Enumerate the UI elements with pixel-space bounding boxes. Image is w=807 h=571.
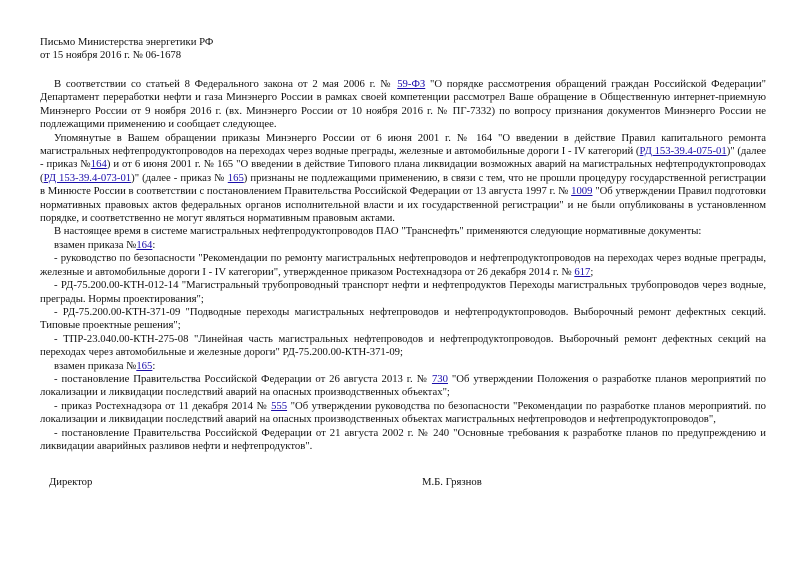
text-fragment: ) и от 6 июня 2001 г. № 165 "О введении в действие Типового плана ликвидации возможных аварий на магистральных нефтепродуктопроводах ( bbox=[40, 158, 766, 184]
paragraph-orders bbox=[40, 132, 766, 226]
text-fragment: )" (далее - приказ № bbox=[40, 145, 767, 171]
signature-position: Директор bbox=[49, 476, 93, 488]
link-order-164-sub[interactable]: 164 bbox=[136, 238, 153, 251]
text-fragment: В соответствии со статьей 8 Федерального закона от 2 мая 2006 г. № bbox=[54, 78, 398, 90]
text-fragment: ; bbox=[590, 265, 594, 278]
link-order-165[interactable]: 165 bbox=[227, 171, 244, 184]
list-item-rd-371-09: - РД-75.200.00-КТН-371-09 "Подводные переходы магистральных нефтепроводов и нефтепродуктопроводов. Выборочный ремонт дефектных секций. Типовые проектные решения"; bbox=[40, 305, 766, 332]
link-order-165-sub[interactable]: 165 bbox=[136, 359, 153, 372]
text-fragment: - руководство по безопасности "Рекомендации по ремонту магистральных нефтепроводов и нефтепродуктопроводов на переходах через водные преграды, железные и автомобильные дороги I - IV категории", утвержденное приказом Ростехнадзора от 26 декабря 2014 г. № bbox=[40, 252, 766, 278]
subheading-instead-164 bbox=[40, 239, 766, 252]
link-order-164[interactable]: 164 bbox=[90, 158, 107, 171]
text-fragment: "Об утверждении Правил подготовки нормативных правовых актов федеральных органов исполнительной власти и их государственной регистрации" и не были опубликованы в установленном порядке, и соответственно не могут являться нормативным правовым актами. bbox=[40, 185, 766, 225]
document-date-number: от 15 ноября 2016 г. № 06-1678 bbox=[40, 49, 182, 62]
paragraph-intro bbox=[40, 78, 766, 132]
text-fragment: "Об утверждении Положения о разработке планов мероприятий по локализации и ликвидации последствий аварий на опасных производственных объектах"; bbox=[40, 372, 766, 399]
link-rd-153-39-4-075-01[interactable]: РД 153-39.4-075-01 bbox=[639, 145, 727, 158]
text-fragment: : bbox=[152, 359, 156, 372]
link-rd-153-39-4-073-01[interactable]: РД 153-39.4-073-01 bbox=[43, 171, 132, 184]
text-fragment: Упомянутые в Вашем обращении приказы Минэнерго России от 6 июня 2001 г. № 164 "О введении в действие Правил капитального ремонта магистральных нефтепродуктопроводов на переходах через водные преграды, железные и автомобильные дороги I - IV категорий ( bbox=[40, 131, 766, 158]
text-fragment: ) признаны не подлежащими применению, в связи с тем, что не прошли процедуру государственной регистрации в Минюсте России в соответствии с постановлением Правительства Российской Федерации от 13 августа 1997 г. № bbox=[40, 171, 766, 198]
document-title: Письмо Министерства энергетики РФ bbox=[40, 36, 214, 48]
text-fragment: - постановление Правительства Российской Федерации от 26 августа 2013 г. № bbox=[54, 372, 432, 385]
text-fragment: )" (далее - приказ № bbox=[131, 171, 228, 184]
text-fragment: взамен приказа № bbox=[54, 359, 137, 372]
text-fragment: : bbox=[152, 238, 156, 251]
list-item-resolution-240: - постановление Правительства Российской Федерации от 21 августа 2002 г. № 240 "Основные требования к разработке планов по предупреждению и ликвидации аварийных разливов нефти и нефтепродуктов". bbox=[40, 426, 766, 452]
subheading-instead-165 bbox=[40, 360, 766, 373]
list-item-order-555 bbox=[40, 400, 766, 427]
link-resolution-730[interactable]: 730 bbox=[431, 372, 448, 385]
text-fragment: "О порядке рассмотрения обращений граждан Российской Федерации" Департамент переработки нефти и газа Минэнерго России в рамках своей компетенции рассмотрел Ваше обращение в Общественную интернет-приемную Минэнерго России от 9 ноября 2016 г. (вх. Минэнерго России от 10 ноября 2016 г. № ПГ-7332) по вопросу признания документов Минэнерго России не подлежащими применению и сообщает следующее. bbox=[40, 78, 766, 131]
list-item-rd-012-14: - РД-75.200.00-КТН-012-14 "Магистральный трубопроводный транспорт нефти и нефтепродуктов Переходы магистральных трубопроводов через водные, преграды. Нормы проектирования"; bbox=[40, 279, 766, 305]
document-body bbox=[40, 78, 766, 453]
text-fragment: взамен приказа № bbox=[54, 238, 137, 251]
list-item-tpr-275-08: - ТПР-23.040.00-КТН-275-08 "Линейная часть магистральных нефтепроводов и нефтепродуктопроводов. Выборочный ремонт дефектных секций на переходах через автомобильные и железные дороги" РД-75.200.00-КТН-371-09; bbox=[40, 332, 766, 359]
signature-name: М.Б. Грязнов bbox=[422, 476, 482, 488]
paragraph-current-docs: В настоящее время в системе магистральных нефтепродуктопроводов ПАО "Транснефть" применяются следующие нормативные документы: bbox=[54, 225, 702, 238]
list-item-resolution-730 bbox=[40, 373, 766, 400]
text-fragment: - приказ Ростехнадзора от 11 декабря 2014 № bbox=[54, 399, 272, 412]
link-law-59fz[interactable]: 59-ФЗ bbox=[397, 78, 426, 90]
text-fragment: "Об утверждении руководства по безопасности "Рекомендации по разработке планов мероприятий. по локализации и ликвидации последствий аварий на опасных производственных объектах магистральных нефтепроводов и нефтепродуктопроводов", bbox=[40, 399, 766, 426]
list-item-safety-guide bbox=[40, 252, 766, 279]
link-order-617[interactable]: 617 bbox=[574, 265, 591, 278]
link-resolution-1009[interactable]: 1009 bbox=[571, 185, 593, 198]
link-order-555[interactable]: 555 bbox=[271, 399, 288, 412]
document-header bbox=[40, 36, 440, 63]
